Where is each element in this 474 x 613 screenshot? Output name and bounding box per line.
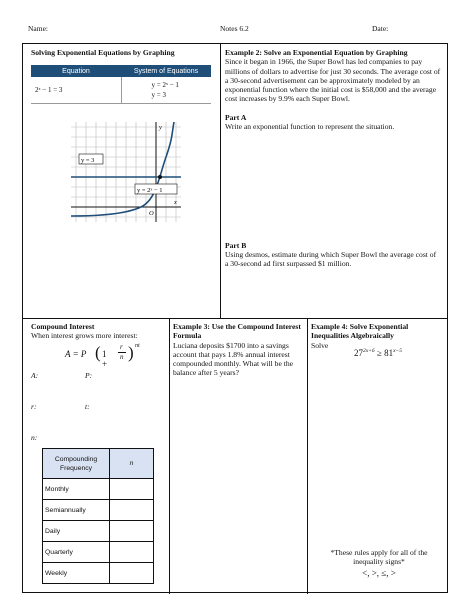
var-A: A:	[31, 371, 39, 380]
partB-title: Part B	[225, 241, 247, 250]
partA-body: Write an exponential function to represent the situation.	[225, 122, 395, 132]
n-cell	[110, 479, 154, 500]
example2-section	[225, 48, 445, 316]
partB-body: Using desmos, estimate during which Super Bowl the average cost of a 30-second ad first surpassed $1 million.	[225, 250, 437, 269]
system-cell	[121, 77, 211, 103]
notes-sheet	[22, 43, 448, 593]
base-left: 27	[353, 347, 363, 358]
n-header: n	[110, 449, 154, 479]
compound-subtitle: When interest grows more interest:	[31, 331, 138, 341]
origin-label: O	[149, 210, 154, 217]
example3-section	[173, 322, 304, 592]
n-cell	[110, 542, 154, 563]
curve-label: y = 2ˣ − 1	[137, 187, 163, 194]
col-system-header: System of Equations	[133, 67, 199, 75]
notes-title: Notes 6.2	[220, 24, 249, 33]
inequality-signs: <, >, ≤, >	[362, 568, 396, 578]
name-label: Name:	[28, 24, 48, 33]
freq-row: Semiannually	[43, 500, 110, 521]
n-cell	[110, 563, 154, 584]
freq-row: Quarterly	[43, 542, 110, 563]
freq-row: Daily	[43, 521, 110, 542]
compound-interest-section	[31, 322, 167, 592]
var-n: n:	[31, 433, 38, 442]
system-line-1: y = 2ˣ − 1	[151, 81, 179, 90]
n-cell	[110, 500, 154, 521]
formula-lhs: A = P	[65, 349, 87, 359]
exponential-curve	[71, 122, 174, 216]
formula-frac-den: n	[120, 353, 124, 361]
exp-right: x−5	[393, 347, 402, 354]
example4-instruction: Solve	[311, 340, 329, 350]
graphing-title: Solving Exponential Equations by Graphing	[31, 48, 175, 57]
freq-row: Weekly	[43, 563, 110, 584]
divider-horizontal	[23, 318, 447, 319]
example4-section	[311, 322, 445, 592]
intersection-point	[158, 175, 162, 179]
relation: ≥	[376, 347, 382, 358]
example2-title: Example 2: Solve an Exponential Equation by Graphing	[225, 48, 408, 57]
divider-bottom-right	[307, 318, 308, 594]
col-equation-header: Equation	[62, 67, 90, 75]
formula-exponent: nt	[135, 343, 140, 349]
x-axis-label: x	[174, 199, 177, 206]
exponential-graph	[71, 122, 181, 222]
formula-paren-close: )	[128, 343, 134, 362]
n-cell	[110, 521, 154, 542]
exp-left: 2x+6	[362, 347, 375, 354]
var-P: P:	[85, 371, 93, 380]
formula-paren-open: (	[95, 343, 101, 362]
divider-top-vertical	[220, 44, 221, 318]
example3-body: Luciana deposits $1700 into a savings account that pays 1.8% annual interest compounded monthly. What will be the balance after 5 years?	[173, 340, 294, 378]
compound-title: Compound Interest	[31, 322, 95, 331]
equation-cell: 2ˣ − 1 = 3	[31, 77, 121, 103]
equation-table	[31, 65, 211, 104]
graphing-section	[31, 48, 217, 316]
system-line-2: y = 3	[151, 91, 166, 100]
example3-title: Example 3: Use the Compound Interest Formula	[173, 322, 301, 341]
compounding-table	[42, 448, 154, 584]
var-t: t:	[85, 402, 90, 411]
formula-frac-num: r	[120, 343, 123, 351]
date-label: Date:	[372, 24, 389, 33]
partA-title: Part A	[225, 112, 247, 122]
example2-body: Since it began in 1966, the Super Bowl has led companies to pay millions of dollars to advertise for just 30 seconds. The average cost of a 30-second advertisement can be approximately modeled by an exponential function where the initial cost is $58,000 and the average cost increases by 9.9% each Super Bowl.	[225, 57, 441, 104]
example4-title: Example 4: Solve Exponential Inequalities Algebraically	[311, 322, 409, 341]
y-axis-label: y	[159, 124, 162, 131]
divider-bottom-left	[169, 318, 170, 594]
inequality	[311, 348, 445, 358]
rules-note: *These rules apply for all of the inequality signs*	[330, 548, 428, 567]
base-right: 81	[384, 347, 394, 358]
freq-header: Compounding Frequency	[43, 449, 110, 479]
line-label: y = 3	[81, 157, 95, 164]
formula-one: 1 +	[102, 349, 108, 369]
freq-row: Monthly	[43, 479, 110, 500]
var-r: r:	[31, 402, 37, 411]
